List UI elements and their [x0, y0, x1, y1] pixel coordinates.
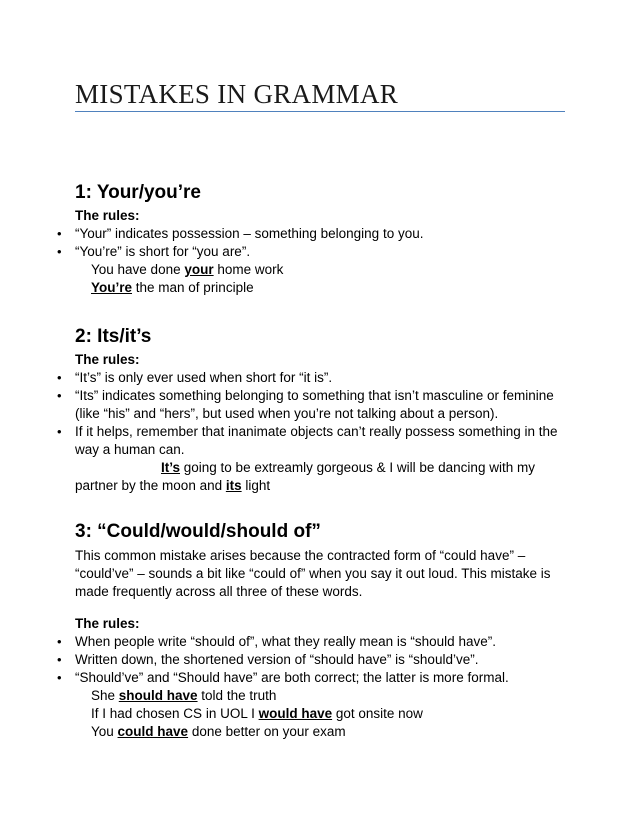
- bullet-icon: •: [57, 370, 62, 385]
- example-highlight: should have: [118, 688, 198, 703]
- section-3-rule-3: “Should’ve” and “Should have” are both correct; the latter is more formal.: [75, 670, 509, 685]
- example-text: You have done: [91, 262, 185, 277]
- example-text: light: [241, 478, 271, 493]
- example-text: told the truth: [197, 688, 277, 703]
- page-title: MISTAKES IN GRAMMAR: [75, 79, 399, 109]
- section-2-example-line-2: [75, 477, 270, 495]
- section-3-rules-label: The rules:: [75, 616, 140, 631]
- example-text: home work: [213, 262, 284, 277]
- bullet-icon: •: [57, 226, 62, 241]
- example-highlight: You’re: [91, 280, 133, 295]
- example-text: You: [91, 724, 118, 739]
- section-3-rule-2: Written down, the shortened version of “should have” is “should’ve”.: [75, 652, 479, 667]
- section-2-rule-2-line-1: “Its” indicates something belonging to something that isn’t masculine or feminine: [75, 388, 554, 403]
- example-text: the man of principle: [132, 280, 254, 295]
- bullet-icon: •: [57, 670, 62, 685]
- section-1-rules-label: The rules:: [75, 208, 140, 223]
- section-3-paragraph-line-1: This common mistake arises because the contracted form of “could have” –: [75, 548, 526, 563]
- section-1-example-1: [91, 261, 283, 279]
- section-3-example-1: [91, 687, 276, 705]
- example-text: done better on your exam: [188, 724, 346, 739]
- section-3-example-3: [91, 723, 346, 741]
- section-2-rules-label: The rules:: [75, 352, 140, 367]
- section-2-rule-3-line-2: way a human can.: [75, 442, 185, 457]
- section-1-example-2: [91, 279, 254, 297]
- section-2-rule-3-line-1: If it helps, remember that inanimate objects can’t really possess something in the: [75, 424, 558, 439]
- section-1-rule-1: “Your” indicates possession – something belonging to you.: [75, 226, 424, 241]
- example-text: If I had chosen CS in UOL I: [91, 706, 259, 721]
- example-text: She: [91, 688, 119, 703]
- example-text: partner by the moon and: [75, 478, 226, 493]
- bullet-icon: •: [57, 424, 62, 439]
- bullet-icon: •: [57, 634, 62, 649]
- example-highlight: It’s: [161, 460, 181, 475]
- section-1-rule-2: “You’re” is short for “you are”.: [75, 244, 251, 259]
- example-highlight: would have: [258, 706, 333, 721]
- section-3-example-2: [91, 705, 423, 723]
- example-highlight: could have: [117, 724, 189, 739]
- section-2-example-line-1: [161, 459, 535, 477]
- section-3-rule-1: When people write “should of”, what they really mean is “should have”.: [75, 634, 496, 649]
- section-2-heading: 2: Its/it’s: [75, 326, 152, 347]
- bullet-icon: •: [57, 388, 62, 403]
- title-underline: [75, 111, 565, 112]
- section-1-heading: 1: Your/you’re: [75, 182, 201, 203]
- example-highlight: your: [184, 262, 214, 277]
- example-text: got onsite now: [332, 706, 423, 721]
- section-2-rule-2-line-2: (like “his” and “hers”, but used when you’re not talking about a person).: [75, 406, 499, 421]
- section-3-paragraph-line-2: “could’ve” – sounds a bit like “could of” when you say it out loud. This mistake is: [75, 566, 551, 581]
- section-3-heading: 3: “Could/would/should of”: [75, 521, 321, 542]
- bullet-icon: •: [57, 652, 62, 667]
- example-text: going to be extreamly gorgeous & I will be dancing with my: [180, 460, 535, 475]
- example-highlight: its: [225, 478, 242, 493]
- section-3-paragraph-line-3: made frequently across all three of these words.: [75, 584, 363, 599]
- bullet-icon: •: [57, 244, 62, 259]
- section-2-rule-1: “It’s” is only ever used when short for “it is”.: [75, 370, 333, 385]
